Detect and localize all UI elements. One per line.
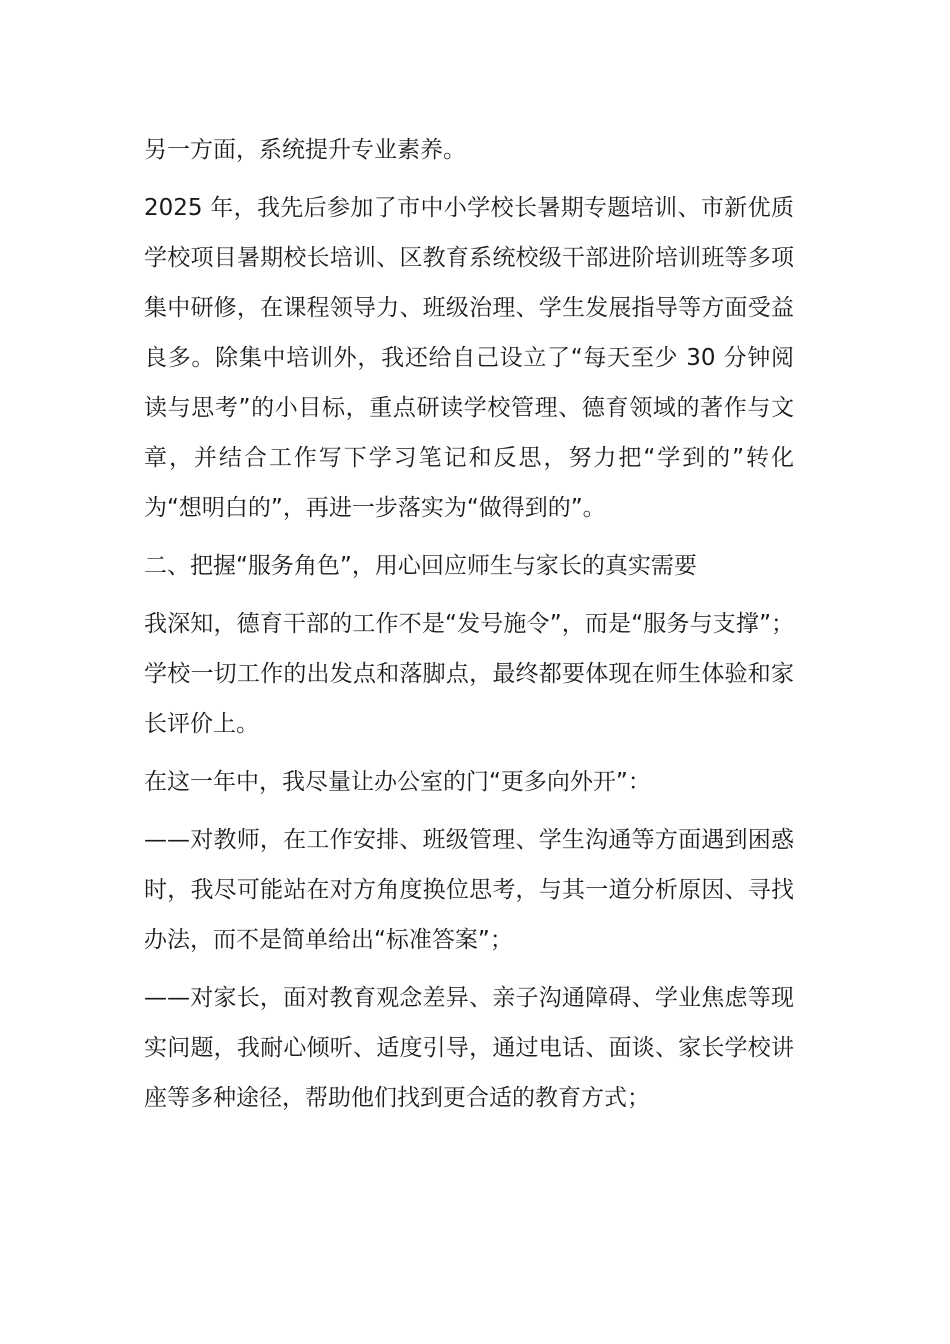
paragraph-training: 2025 年，我先后参加了市中小学校长暑期专题培训、市新优质学校项目暑期校长培训、区教育系统校级干部进阶培训班等多项集中研修，在课程领导力、班级治理、学生发展指导等方面受益良多。除集中培训外，我还给自己设立了“每天至少 30 分钟阅读与思考”的小目标，重点研读学校管理、德育领域的著作与文章，并结合工作写下学习笔记和反思，努力把“学到的”转化为“想明白的”，再进一步落实为“做得到的”。: [144, 195, 794, 521]
paragraph-continuation: 另一方面，系统提升专业素养。: [144, 137, 466, 163]
document-body: [144, 125, 794, 1131]
section-heading-service-role: 二、把握“服务角色”，用心回应师生与家长的真实需要: [144, 553, 697, 579]
paragraph-open-door: 在这一年中，我尽量让办公室的门“更多向外开”：: [144, 769, 651, 795]
list-item-parents: ——对家长，面对教育观念差异、亲子沟通障碍、学业焦虑等现实问题，我耐心倾听、适度引导，通过电话、面谈、家长学校讲座等多种途径，帮助他们找到更合适的教育方式；: [144, 985, 794, 1111]
paragraph-service-support: 我深知，德育干部的工作不是“发号施令”，而是“服务与支撑”；学校一切工作的出发点和落脚点，最终都要体现在师生体验和家长评价上。: [144, 611, 794, 737]
list-item-teachers: ——对教师，在工作安排、班级管理、学生沟通等方面遇到困惑时，我尽可能站在对方角度换位思考，与其一道分析原因、寻找办法，而不是简单给出“标准答案”；: [144, 827, 794, 953]
